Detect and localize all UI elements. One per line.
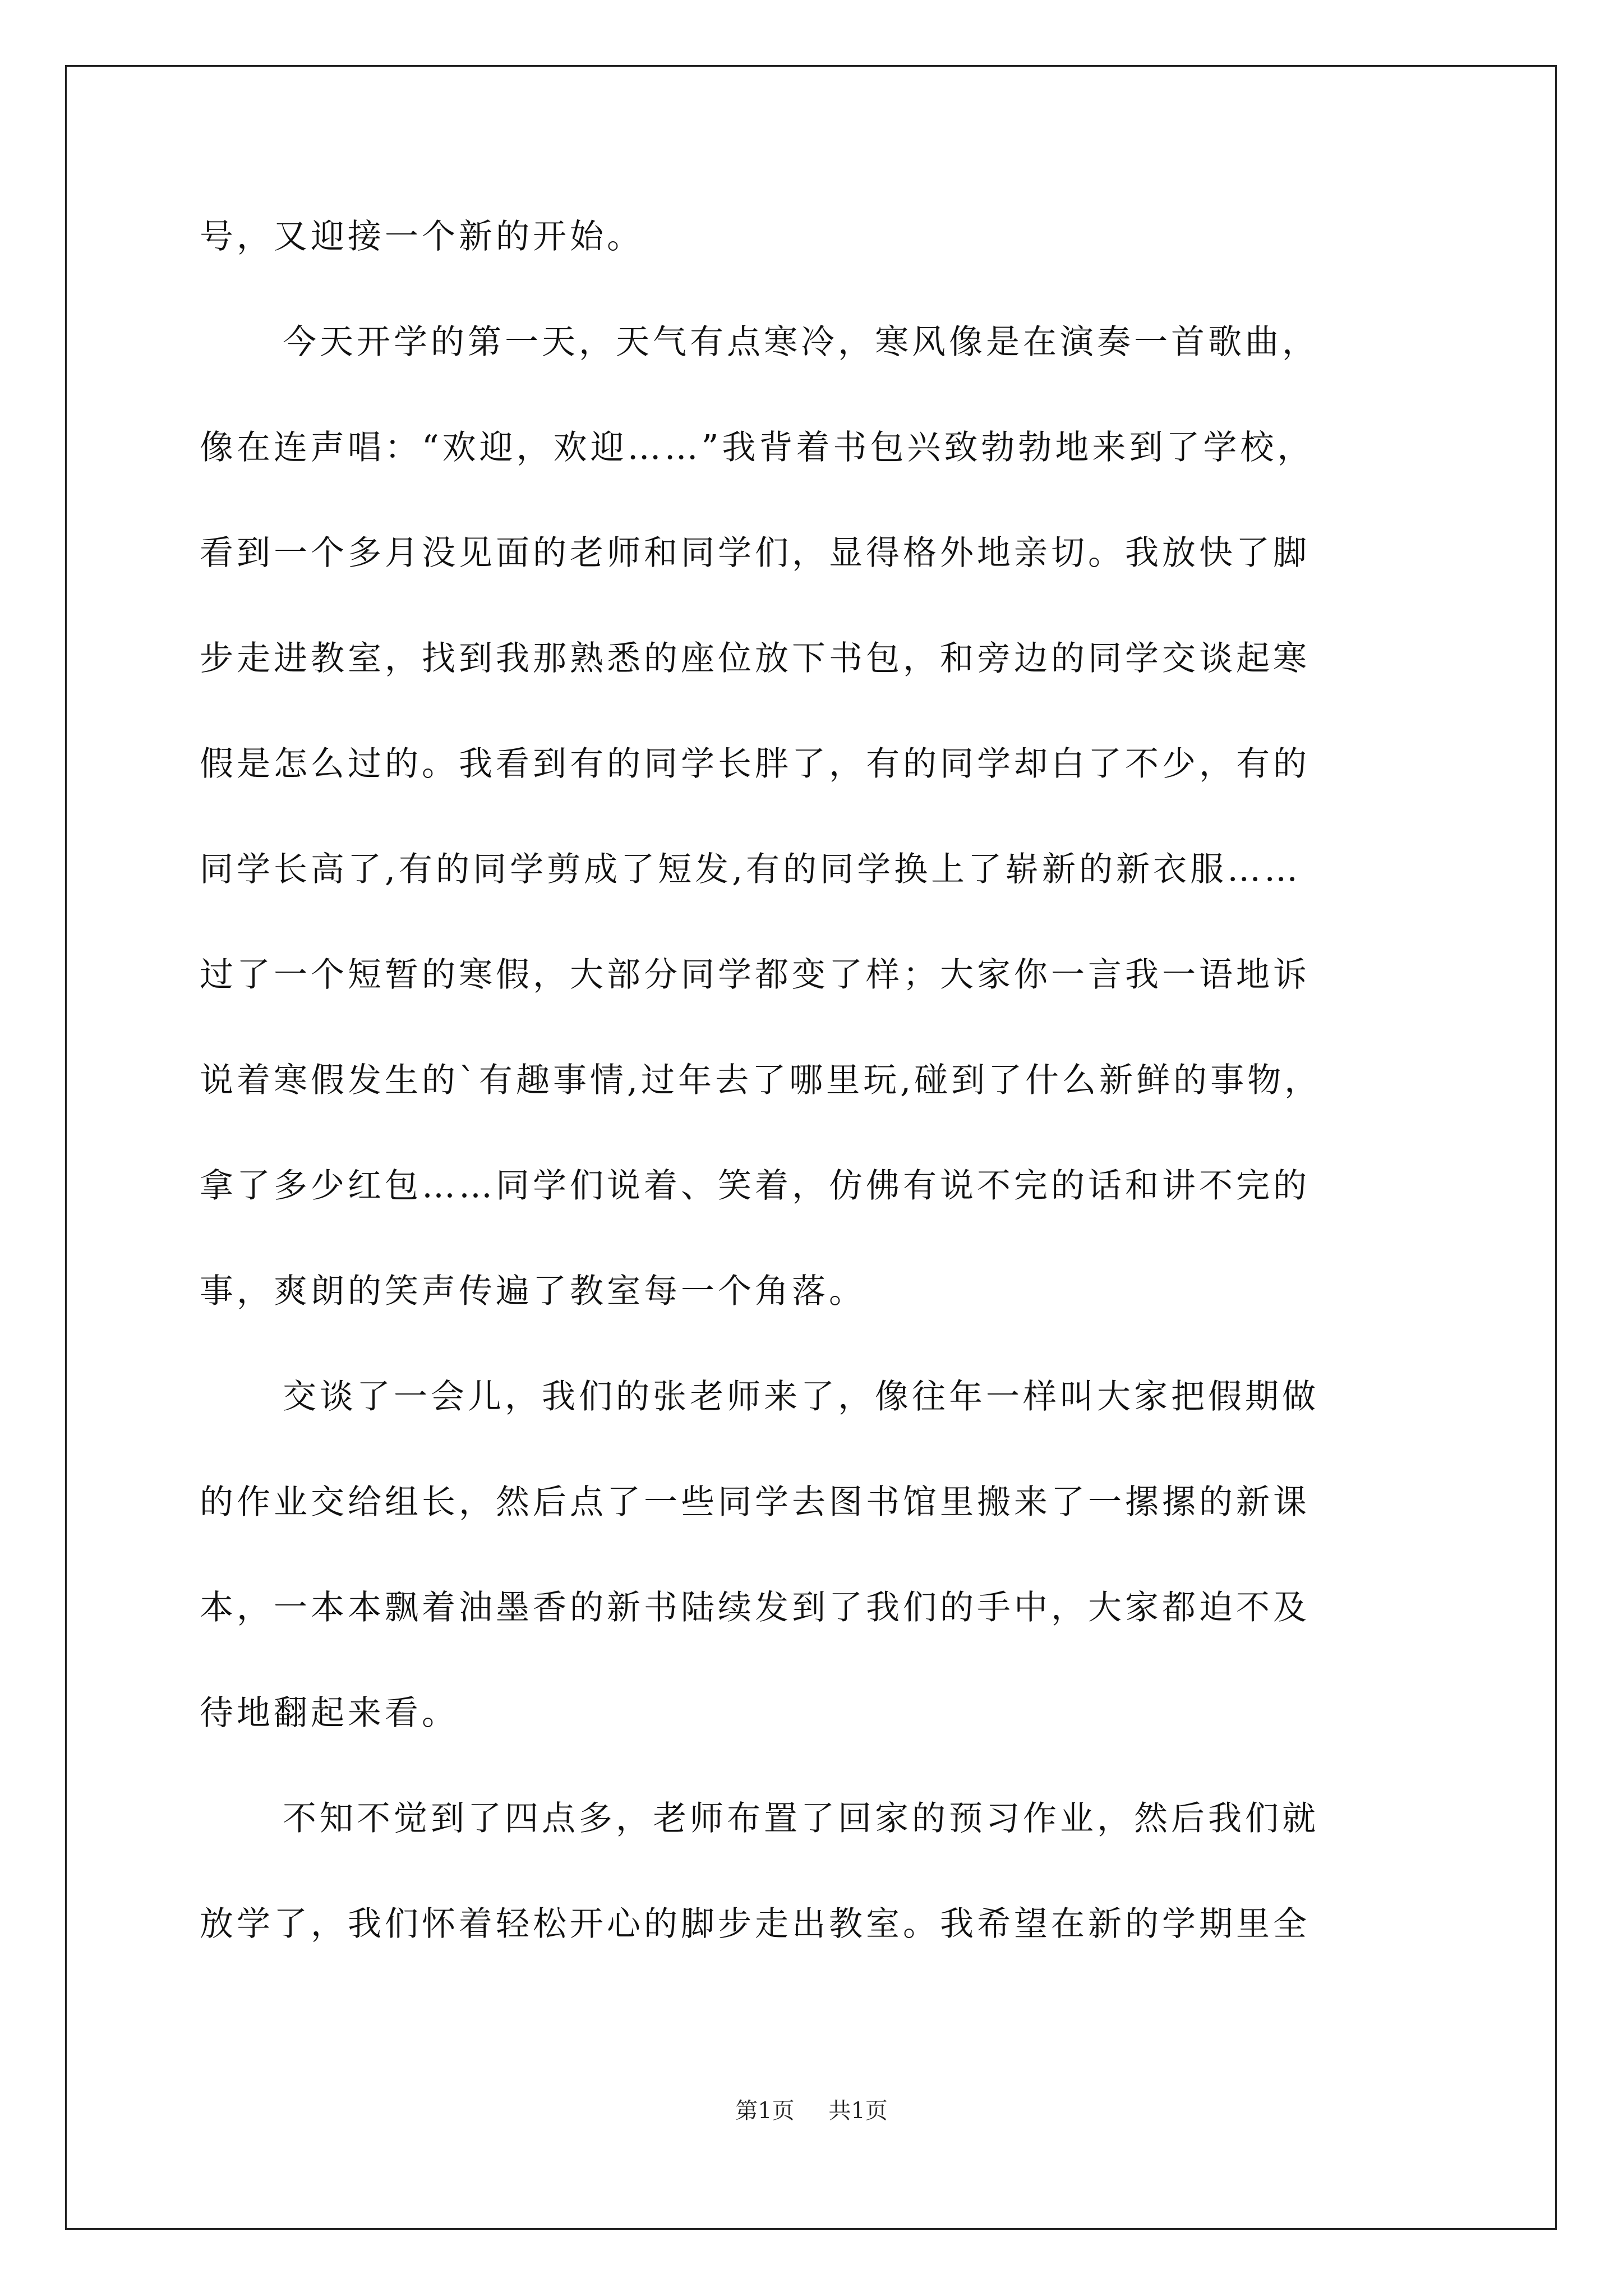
text-line: 看到一个多月没见面的老师和同学们，显得格外地亲切。我放快了脚 xyxy=(200,533,1310,573)
page-number: 第1页 xyxy=(735,2098,795,2124)
page-footer xyxy=(0,2097,1623,2125)
paragraph-first-line: 交谈了一会儿，我们的张老师来了，像往年一样叫大家把假期做 xyxy=(283,1377,1319,1416)
text-line: 像在连声唱：“欢迎，欢迎……”我背着书包兴致勃勃地来到了学校， xyxy=(200,428,1315,467)
text-line: 拿了多少红包……同学们说着、笑着，仿佛有说不完的话和讲不完的 xyxy=(200,1166,1310,1205)
text-line: 本，一本本飘着油墨香的新书陆续发到了我们的手中，大家都迫不及 xyxy=(200,1588,1310,1627)
text-line: 同学长高了,有的同学剪成了短发,有的同学换上了崭新的新衣服…… xyxy=(200,850,1302,889)
text-line: 待地翻起来看。 xyxy=(200,1694,459,1733)
text-line: 过了一个短暂的寒假，大部分同学都变了样；大家你一言我一语地诉 xyxy=(200,955,1310,995)
text-line: 步走进教室，找到我那熟悉的座位放下书包，和旁边的同学交谈起寒 xyxy=(200,639,1310,678)
text-line: 假是怎么过的。我看到有的同学长胖了，有的同学却白了不少，有的 xyxy=(200,744,1310,784)
paragraph-first-line: 不知不觉到了四点多，老师布置了回家的预习作业，然后我们就 xyxy=(283,1799,1319,1838)
text-line: 号，又迎接一个新的开始。 xyxy=(200,217,644,256)
paragraph-first-line: 今天开学的第一天，天气有点寒冷，寒风像是在演奏一首歌曲， xyxy=(283,323,1319,362)
text-line: 放学了，我们怀着轻松开心的脚步走出教室。我希望在新的学期里全 xyxy=(200,1904,1310,1944)
text-line: 事，爽朗的笑声传遍了教室每一个角落。 xyxy=(200,1272,866,1311)
page-total: 共1页 xyxy=(828,2098,888,2124)
text-line: 说着寒假发生的`有趣事情,过年去了哪里玩,碰到了什么新鲜的事物， xyxy=(200,1061,1322,1100)
text-line: 的作业交给组长，然后点了一些同学去图书馆里搬来了一摞摞的新课 xyxy=(200,1483,1310,1522)
